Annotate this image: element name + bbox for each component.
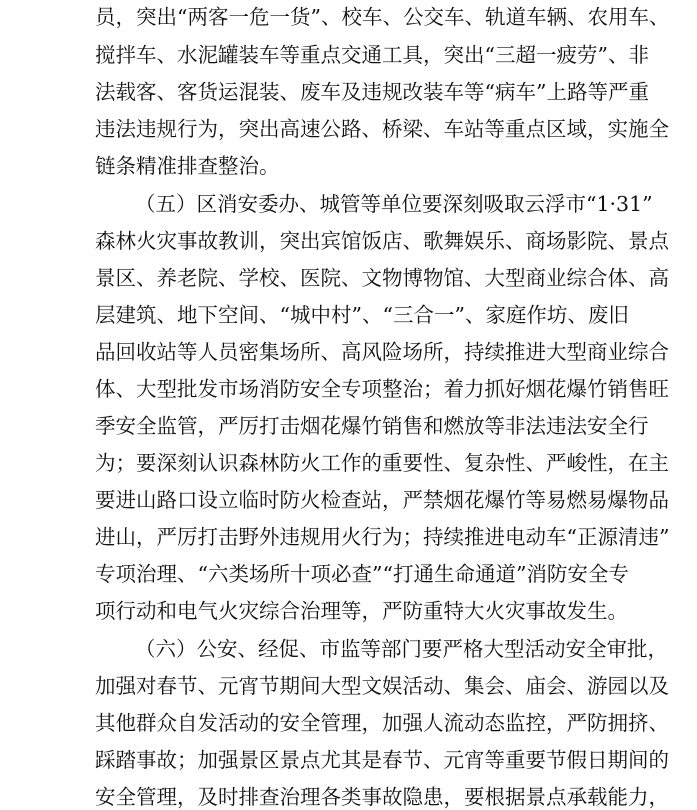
text-line: 要进山路口设立临时防火检查站，严禁烟花爆竹等易燃易爆物品 xyxy=(95,488,669,512)
text-line: 层建筑、地下空间、“城中村”、“三合一”、家庭作坊、废旧 xyxy=(95,303,629,327)
text-line: 体、大型批发市场消防安全专项整治；着力抓好烟花爆竹销售旺 xyxy=(95,377,669,401)
text-line: 加强对春节、元宵节期间大型文娱活动、集会、庙会、游园以及 xyxy=(95,674,669,698)
text-line: 违法违规行为，突出高速公路、桥梁、车站等重点区域，实施全 xyxy=(95,117,669,141)
text-line: 景区、养老院、学校、医院、文物博物馆、大型商业综合体、高 xyxy=(95,266,669,290)
paragraph-start-line: （五）区消安委办、城管等单位要深刻吸取云浮市“1·31” xyxy=(135,192,653,216)
text-line: 季安全监管，严厉打击烟花爆竹销售和燃放等非法违法安全行 xyxy=(95,414,649,438)
text-line: 员，突出“两客一危一货”、校车、公交车、轨道车辆、农用车、 xyxy=(95,5,670,29)
text-line: 进山，严厉打击野外违规用火行为；持续推进电动车“正源清违” xyxy=(95,525,670,549)
text-line: 项行动和电气火灾综合治理等，严防重特大火灾事故发生。 xyxy=(95,599,628,623)
text-line: 链条精准排查整治。 xyxy=(95,154,280,178)
text-line: 法载客、客货运混装、废车及违规改装车等“病车”上路等严重 xyxy=(95,80,649,104)
paragraph-start-line: （六）公安、经促、市监等部门要严格大型活动安全审批， xyxy=(135,637,668,661)
text-line: 搅拌车、水泥罐装车等重点交通工具，突出“三超一疲劳”、非 xyxy=(95,43,649,67)
text-line: 专项治理、“六类场所十项必查”“打通生命通道”消防安全专 xyxy=(95,562,629,586)
text-line: 品回收站等人员密集场所、高风险场所，持续推进大型商业综合 xyxy=(95,340,669,364)
text-line: 森林火灾事故教训，突出宾馆饭店、歌舞娱乐、商场影院、景点 xyxy=(95,229,669,253)
text-line: 为；要深刻认识森林防火工作的重要性、复杂性、严峻性，在主 xyxy=(95,451,669,475)
text-line: 其他群众自发活动的安全管理，加强人流动态监控，严防拥挤、 xyxy=(95,711,669,735)
text-line: 踩踏事故；加强景区景点尤其是春节、元宵等重要节假日期间的 xyxy=(95,748,669,772)
text-line: 安全管理，及时排查治理各类事故隐患，要根据景点承载能力， xyxy=(95,785,669,809)
